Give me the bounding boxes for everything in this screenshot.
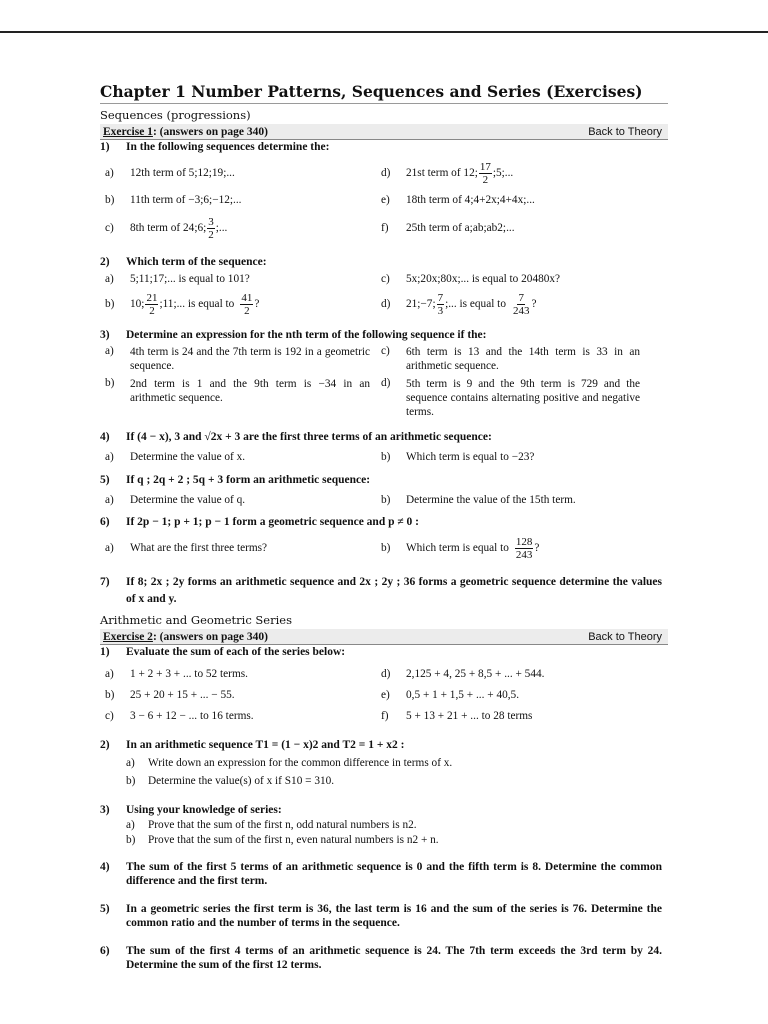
fraction: $\frac{17}{2}$ bbox=[479, 160, 491, 186]
s1-part-a: a) 1 + 2 + 3 + ... to 52 terms. bbox=[105, 667, 248, 680]
q2-part-b: b) 10; $\frac{21}{2}$ ;11;... is equal to $\frac{41}{2}$ ? bbox=[105, 291, 260, 317]
question-text: In the following sequences determine the: bbox=[126, 141, 330, 153]
chapter-title: Chapter 1 Number Patterns, Sequences and Series (Exercises) bbox=[100, 82, 668, 104]
question-1 bbox=[100, 140, 668, 155]
exercise-1-answers-note: : (answers on page 340) bbox=[152, 125, 268, 138]
s1-part-f: f) 5 + 13 + 21 + ... to 28 terms bbox=[381, 709, 533, 722]
series-question-1-parts bbox=[100, 663, 668, 726]
q4-part-b: b) Which term is equal to −23? bbox=[381, 451, 535, 463]
s3-part-b: b) Prove that the sum of the first n, even natural numbers is n2 + n. bbox=[126, 834, 439, 846]
q5-part-a: a) Determine the value of q. bbox=[105, 494, 246, 506]
q3-part-d: d) 5th term is 9 and the 9th term is 729 and the sequence contains alternating positive and negative terms. bbox=[381, 377, 640, 418]
section-title-series: Arithmetic and Geometric Series bbox=[100, 613, 292, 627]
q3-part-a: a) 4th term is 24 and the 7th term is 192 in a geometric sequence. bbox=[105, 345, 370, 372]
question-6: 6) If 2p − 1; p + 1; p − 1 form a geometric sequence and p ≠ 0 : bbox=[100, 516, 420, 528]
exercise-2-header bbox=[100, 629, 668, 645]
q3-part-c: c) 6th term is 13 and the 14th term is 33 in an arithmetic sequence. bbox=[381, 345, 640, 372]
series-question-1: 1) Evaluate the sum of each of the series below: bbox=[100, 646, 346, 658]
question-3: 3) Determine an expression for the nth term of the following sequence if the: bbox=[100, 329, 487, 341]
question-3-parts bbox=[100, 345, 668, 419]
series-question-6: 6) The sum of the first 4 terms of an arithmetic sequence is 24. The 7th term exceeds the 3rd term by 24. Determine the sum of the first 12 terms. bbox=[100, 945, 662, 971]
question-6-parts bbox=[100, 532, 668, 564]
page-content bbox=[100, 82, 668, 972]
question-5-parts bbox=[100, 494, 668, 506]
s1-part-e: e) 0,5 + 1 + 1,5 + ... + 40,5. bbox=[381, 688, 520, 701]
s3-part-a: a) Prove that the sum of the first n, odd natural numbers is n2. bbox=[126, 819, 417, 831]
q3-part-b: b) 2nd term is 1 and the 9th term is −34 in an arithmetic sequence. bbox=[105, 377, 370, 404]
question-7: 7) If 8; 2x ; 2y forms an arithmetic sequence and 2x ; 2y ; 36 forms a geometric sequence determine the values of x and y. bbox=[100, 576, 662, 605]
question-4-parts bbox=[100, 451, 668, 463]
s2-part-a: a) Write down an expression for the common difference in terms of x. bbox=[126, 757, 453, 769]
question-2: 2) Which term of the sequence: bbox=[100, 256, 267, 268]
series-question-4: 4) The sum of the first 5 terms of an arithmetic sequence is 0 and the fifth term is 8. Determine the common difference and the first term. bbox=[100, 861, 662, 887]
series-question-2: 2) In an arithmetic sequence T1 = (1 − x)2 and T2 = 1 + x2 : bbox=[100, 739, 405, 751]
s1-part-d: d) 2,125 + 4, 25 + 8,5 + ... + 544. bbox=[381, 667, 545, 680]
q2-part-d: d) 21;−7; $\frac{7}{3}$ ;... is equal to $\frac{7}{243}$ ? bbox=[381, 291, 537, 317]
back-to-theory-link-2[interactable]: Back to Theory bbox=[588, 630, 662, 643]
exercise-1-header bbox=[100, 124, 668, 140]
exercise-2-answers-note: : (answers on page 340) bbox=[152, 630, 268, 643]
series-question-3: 3) Using your knowledge of series: bbox=[100, 804, 282, 816]
section-title-sequences: Sequences (progressions) bbox=[100, 108, 251, 122]
q1-part-c: c) 8th term of 24;6; $\frac{3}{2}$ ;... bbox=[105, 215, 228, 241]
q6-part-b: b) Which term is equal to $\frac{128}{243}$ ? bbox=[381, 535, 540, 561]
q1-part-d: d) 21st term of 12; $\frac{17}{2}$ ;5;... bbox=[381, 160, 514, 186]
series-question-5: 5) In a geometric series the first term is 36, the last term is 16 and the sum of the series is 76. Determine the common ratio and the number of terms in the sequence. bbox=[100, 903, 662, 929]
q2-part-c: c) 5x;20x;80x;... is equal to 20480x? bbox=[381, 273, 561, 285]
question-5: 5) If q ; 2q + 2 ; 5q + 3 form an arithmetic sequence: bbox=[100, 474, 371, 486]
q1-part-e: e) 18th term of 4;4+2x;4+4x;... bbox=[381, 194, 535, 206]
s1-part-c: c) 3 − 6 + 12 − ... to 16 terms. bbox=[105, 709, 254, 722]
top-rule bbox=[0, 31, 768, 33]
back-to-theory-link-1[interactable]: Back to Theory bbox=[588, 125, 662, 138]
question-2-parts bbox=[100, 270, 668, 320]
fraction: $\frac{3}{2}$ bbox=[208, 215, 214, 241]
q5-part-b: b) Determine the value of the 15th term. bbox=[381, 494, 576, 506]
question-4: 4) If (4 − x), 3 and √2x + 3 are the first three terms of an arithmetic sequence: bbox=[100, 431, 492, 443]
q6-part-a: a) What are the first three terms? bbox=[105, 542, 268, 554]
q2-part-a: a) 5;11;17;... is equal to 101? bbox=[105, 273, 250, 285]
question-1-parts bbox=[100, 159, 668, 243]
q1-part-f: f) 25th term of a;ab;ab2;... bbox=[381, 222, 515, 234]
exercise-2-label: Exercise 2 bbox=[103, 630, 153, 643]
q4-part-a: a) Determine the value of x. bbox=[105, 451, 246, 463]
q1-part-a: a) 12th term of 5;12;19;... bbox=[105, 167, 235, 179]
s1-part-b: b) 25 + 20 + 15 + ... − 55. bbox=[105, 688, 235, 701]
s2-part-b: b) Determine the value(s) of x if S10 = 310. bbox=[126, 775, 335, 787]
question-number: 1) bbox=[100, 141, 110, 153]
q1-part-b: b) 11th term of −3;6;−12;... bbox=[105, 194, 242, 206]
exercise-1-label: Exercise 1 bbox=[103, 125, 153, 138]
